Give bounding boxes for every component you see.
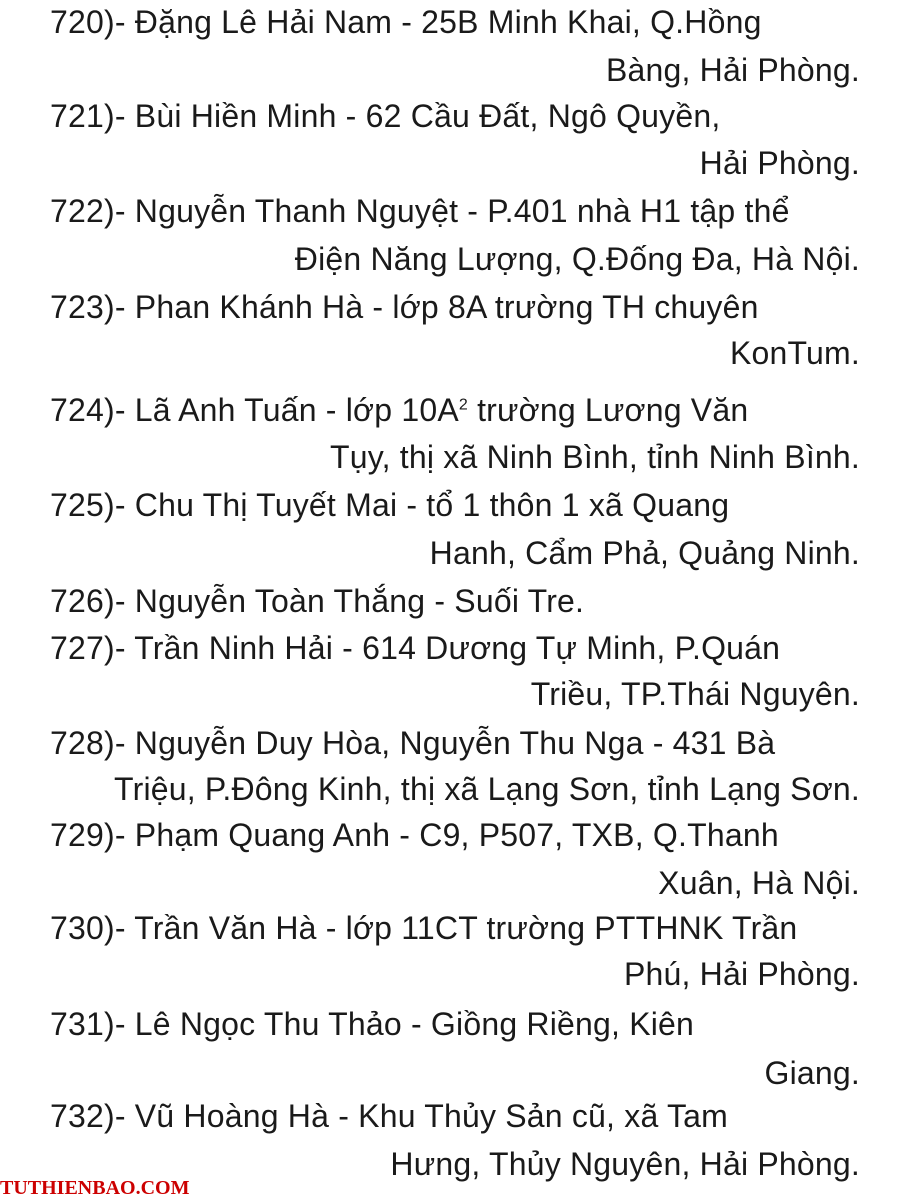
entry-722-line-2: Điện Năng Lượng, Q.Đống Đa, Hà Nội. bbox=[294, 241, 860, 277]
entry-728-line-2: Triệu, P.Đông Kinh, thị xã Lạng Sơn, tỉnh Lạng Sơn. bbox=[114, 771, 860, 807]
entry-725-line-1: 725)- Chu Thị Tuyết Mai - tổ 1 thôn 1 xã Quang bbox=[50, 487, 730, 523]
entry-731-line-1: 731)- Lê Ngọc Thu Thảo - Giồng Riềng, Kiên bbox=[50, 1006, 695, 1042]
entry-724-superscript: 2 bbox=[458, 396, 468, 414]
entry-731-line-2: Giang. bbox=[764, 1055, 860, 1091]
entry-725-line-2: Hanh, Cẩm Phả, Quảng Ninh. bbox=[429, 535, 860, 571]
entry-724-line-1-part-a: 724)- Lã Anh Tuấn - lớp 10A bbox=[50, 392, 459, 428]
entry-720-line-1: 720)- Đặng Lê Hải Nam - 25B Minh Khai, Q.Hồng bbox=[50, 4, 762, 40]
watermark-logo: TUTHIENBAO.COM bbox=[0, 1177, 190, 1199]
entry-728-line-1: 728)- Nguyễn Duy Hòa, Nguyễn Thu Nga - 431 Bà bbox=[50, 725, 776, 761]
entry-730-line-1: 730)- Trần Văn Hà - lớp 11CT trường PTTHNK Trần bbox=[50, 910, 798, 946]
entry-723-line-2: KonTum. bbox=[729, 335, 860, 371]
entry-721-line-1: 721)- Bùi Hiền Minh - 62 Cầu Đất, Ngô Quyền, bbox=[50, 98, 721, 134]
entry-727-line-2: Triều, TP.Thái Nguyên. bbox=[530, 676, 860, 712]
entry-732-line-1: 732)- Vũ Hoàng Hà - Khu Thủy Sản cũ, xã Tam bbox=[50, 1098, 729, 1134]
entry-729-line-1: 729)- Phạm Quang Anh - C9, P507, TXB, Q.Thanh bbox=[50, 817, 779, 853]
entry-724-line-1-part-b: trường Lương Văn bbox=[467, 392, 749, 428]
entry-722-line-1: 722)- Nguyễn Thanh Nguyệt - P.401 nhà H1 tập thể bbox=[50, 193, 790, 229]
entry-727-line-1: 727)- Trần Ninh Hải - 614 Dương Tự Minh, P.Quán bbox=[50, 630, 781, 666]
entry-721-line-2: Hải Phòng. bbox=[699, 145, 860, 181]
entry-729-line-2: Xuân, Hà Nội. bbox=[658, 865, 860, 901]
entry-723-line-1: 723)- Phan Khánh Hà - lớp 8A trường TH chuyên bbox=[50, 289, 759, 325]
entry-720-line-2: Bàng, Hải Phòng. bbox=[605, 52, 860, 88]
entry-724-line-1 bbox=[50, 390, 748, 430]
entry-732-line-2: Hưng, Thủy Nguyên, Hải Phòng. bbox=[390, 1146, 860, 1182]
entry-730-line-2: Phú, Hải Phòng. bbox=[623, 956, 860, 992]
entry-724-line-2: Tụy, thị xã Ninh Bình, tỉnh Ninh Bình. bbox=[330, 439, 860, 475]
entry-726-line-1: 726)- Nguyễn Toàn Thắng - Suối Tre. bbox=[50, 583, 585, 619]
